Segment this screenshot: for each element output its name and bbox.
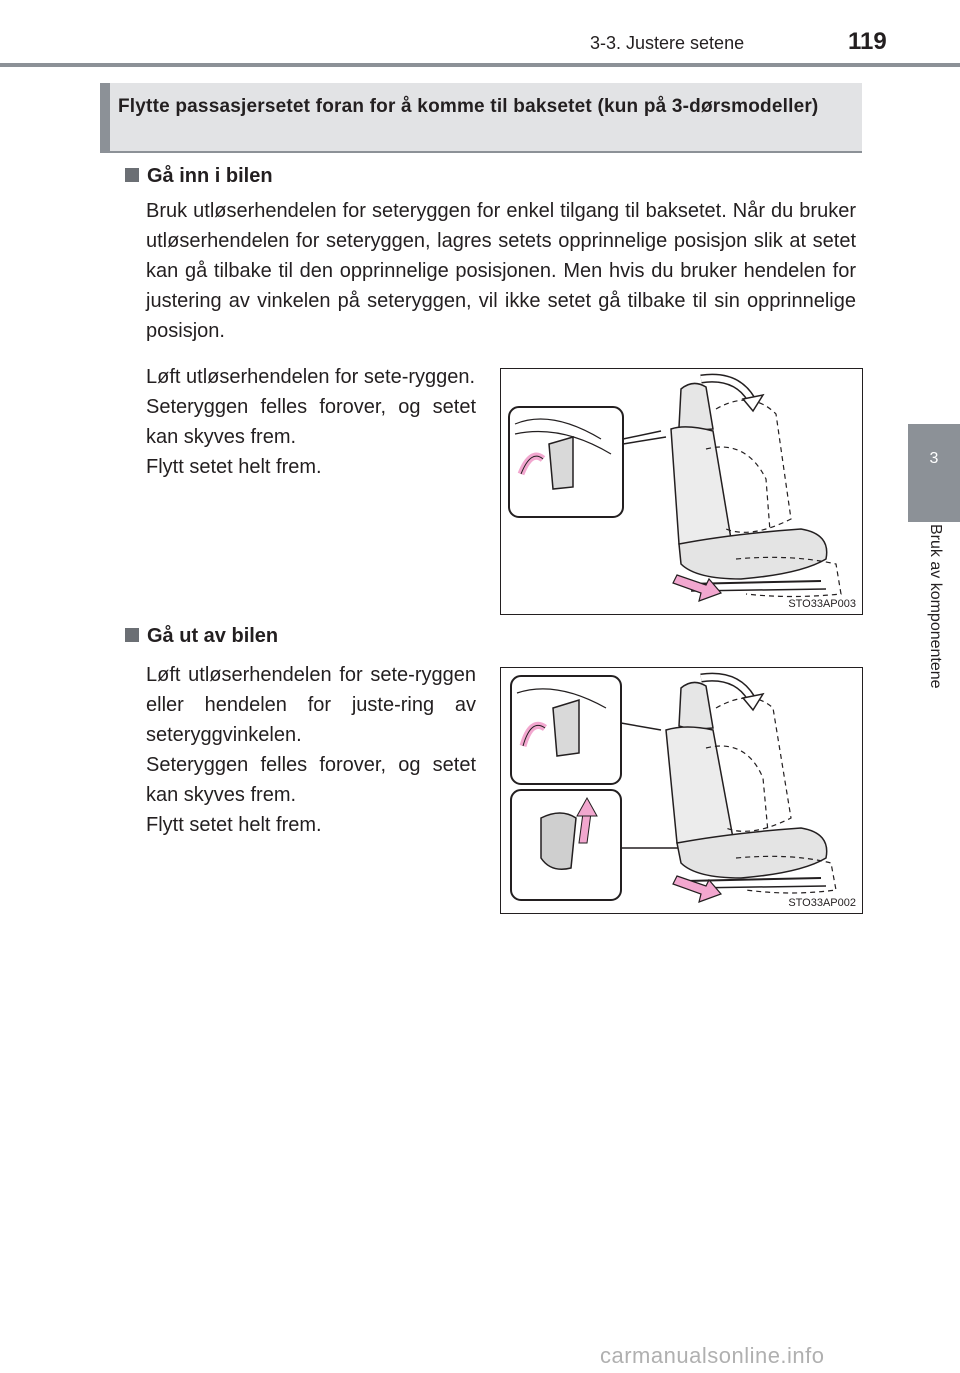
seat-illustration-enter [501, 369, 862, 614]
section-heading-bar [100, 83, 110, 153]
watermark: carmanualsonline.info [600, 1343, 825, 1368]
subheading-exit-text: Gå ut av bilen [147, 625, 279, 647]
header-section-title: 3-3. Justere setene [590, 33, 745, 53]
page-number: 119 [848, 28, 887, 55]
chapter-title-wrap [910, 524, 958, 744]
chapter-tab [908, 424, 960, 522]
seat-illustration-exit [501, 668, 862, 913]
enter-paragraph: Bruk utløserhendelen for seteryggen for enkel tilgang til baksetet. Når du bruker utløserhendelen for seteryggen, lagres setets opprinnelige posisjon slik at setet kan gå tilbake til den opprinnelige posisjonen. Men hvis du bruker hendelen for justering av vinkelen på seteryggen, vil ikke setet gå tilbake til sin opprinnelige posisjon. [146, 200, 856, 342]
exit-steps [146, 660, 476, 840]
figure-enter-code: STO33AP003 [788, 598, 856, 610]
figure-exit [500, 667, 863, 914]
enter-step-2: Seteryggen felles forover, og setet kan skyves frem. [146, 396, 476, 448]
subheading-enter [125, 165, 273, 188]
subheading-exit [125, 625, 278, 648]
exit-step-2: Seteryggen felles forover, og setet kan skyves frem. [146, 754, 476, 806]
enter-step-1: Løft utløserhendelen for sete-ryggen. [146, 366, 476, 388]
chapter-title: Bruk av komponentene [927, 524, 944, 689]
bullet-square-icon [125, 628, 139, 642]
figure-enter [500, 368, 863, 615]
enter-steps [146, 362, 476, 482]
subheading-enter-text: Gå inn i bilen [147, 165, 273, 187]
figure-exit-code: STO33AP002 [788, 897, 856, 909]
header-rule [0, 63, 960, 67]
section-heading: Flytte passasjersetet foran for å komme til baksetet (kun på 3-dørsmodeller) [118, 96, 819, 117]
enter-step-3: Flytt setet helt frem. [146, 456, 322, 478]
bullet-square-icon [125, 168, 139, 182]
exit-step-3: Flytt setet helt frem. [146, 814, 322, 836]
exit-step-1: Løft utløserhendelen for sete-ryggen eller hendelen for juste-ring av seteryggvinkelen. [146, 664, 476, 746]
chapter-number: 3 [929, 450, 939, 467]
